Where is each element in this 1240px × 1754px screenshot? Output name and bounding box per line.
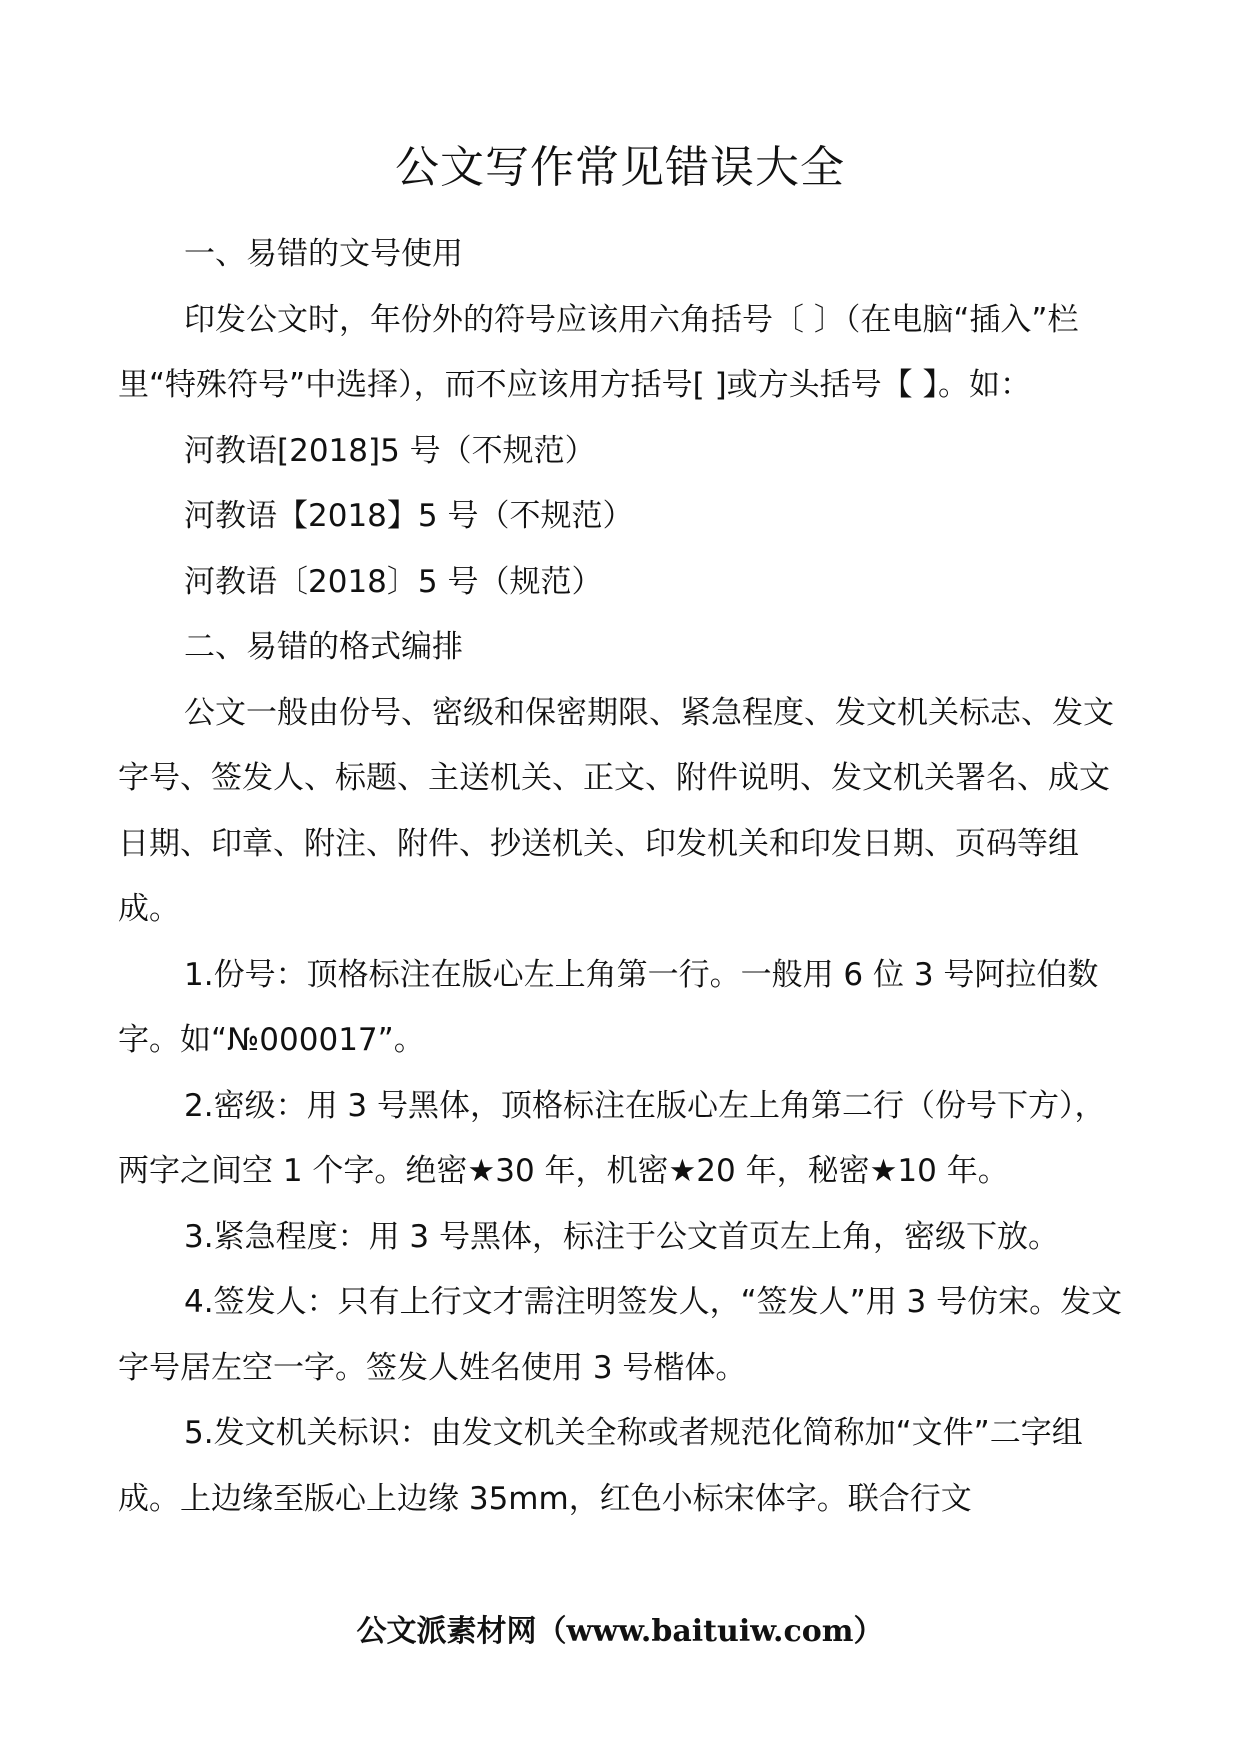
example-line-3: 河教语〔2018〕5 号（规范） [184,563,603,600]
paragraph-item-3: 3.紧急程度：用 3 号黑体，标注于公文首页左上角，密级下放。 [184,1218,1060,1255]
example-line-1: 河教语[2018]5 号（不规范） [184,432,596,469]
page-footer: 公文派素材网（www.baituiw.com） [356,1614,884,1649]
paragraph-item-5: 5.发文机关标识：由发文机关全称或者规范化简称加“文件”二字组成。上边缘至版心上边缘 35mm，红色小标宋体字。联合行文 [118,1415,1083,1517]
paragraph-item-1: 1.份号：顶格标注在版心左上角第一行。一般用 6 位 3 号阿拉伯数字。如“№000017”。 [118,956,1099,1058]
document-title: 公文写作常见错误大全 [395,142,845,193]
paragraph-bracket-rule: 印发公文时，年份外的符号应该用六角括号〔 〕（在电脑“插入”栏里“特殊符号”中选择），而不应该用方括号[ ]或方头括号【 】。如： [118,301,1079,403]
document-body [118,222,1130,1532]
example-line-2: 河教语【2018】5 号（不规范） [184,498,634,534]
paragraph-item-4: 4.签发人：只有上行文才需注明签发人，“签发人”用 3 号仿宋。发文字号居左空一字。签发人姓名使用 3 号楷体。 [118,1284,1123,1386]
paragraph-components: 公文一般由份号、密级和保密期限、紧急程度、发文机关标志、发文字号、签发人、标题、主送机关、正文、附件说明、发文机关署名、成文日期、印章、附注、附件、抄送机关、印发机关和印发日期、页码等组成。 [118,694,1114,927]
section-heading-1: 一、易错的文号使用 [184,236,463,272]
section-heading-2: 二、易错的格式编排 [184,629,463,665]
paragraph-item-2: 2.密级：用 3 号黑体，顶格标注在版心左上角第二行（份号下方），两字之间空 1 个字。绝密★30 年，机密★20 年，秘密★10 年。 [118,1087,1106,1189]
